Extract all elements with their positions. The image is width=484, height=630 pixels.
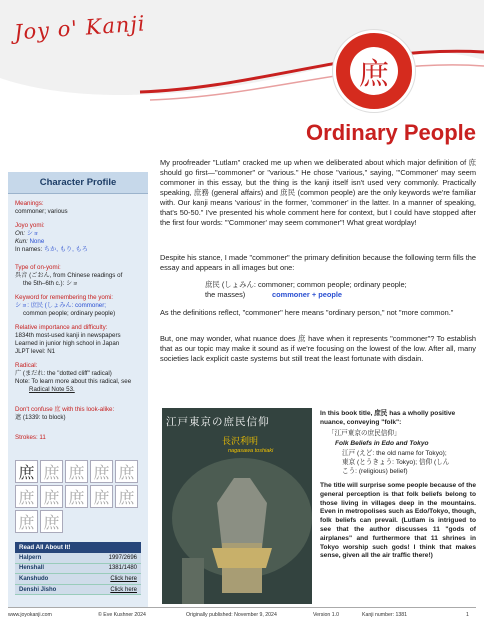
caption-glossary: 江戸 (えど: the old name for Tokyo); 東京 (とうきょう: Tokyo); 信仰 (しんこう: (religious) belief) — [342, 450, 450, 475]
reference-value[interactable]: 1997/2696 — [108, 554, 137, 561]
sidebar-heading: Character Profile — [8, 172, 148, 194]
importance-line-2: Learned in junior high school in Japan — [15, 340, 120, 347]
keyword-label: Keyword for remembering the yomi: — [15, 294, 114, 301]
confuse-value: 遮 (1339: to block) — [15, 414, 66, 421]
type-label: Type of on-yomi: — [15, 264, 61, 271]
names-label: In names: — [15, 246, 43, 253]
stroke-order-cell: 庶 — [115, 485, 138, 508]
stroke-order-cell: 庶 — [40, 510, 63, 533]
on-value: ショ — [26, 230, 39, 237]
names-value: ちか, もり, もろ — [43, 246, 88, 253]
reference-value[interactable]: Click here — [110, 586, 137, 593]
keyword-section — [15, 294, 145, 318]
footer-copyright: © Eve Kushner 2024 — [98, 612, 146, 618]
stroke-order-cell: 庶 — [115, 460, 138, 483]
radical-note-link[interactable]: Radical Note 53. — [29, 386, 75, 393]
book-cover-title: 江戸東京の庶民信仰 — [166, 416, 270, 428]
footer-published: Originally published: November 9, 2024 — [186, 612, 277, 618]
book-cover-author: 長沢利明 — [222, 437, 259, 447]
reference-row[interactable] — [15, 585, 141, 596]
kun-label: Kun: — [15, 238, 28, 245]
page-title: Ordinary People — [306, 120, 476, 145]
caption-japanese-title: 「江戸東京の庶民信仰」 — [328, 430, 401, 437]
term-gloss: commoner + people — [272, 290, 343, 299]
reference-value[interactable]: Click here — [110, 575, 137, 582]
radical-section — [15, 362, 145, 394]
footer-kanji-number: Kanji number: 1381 — [362, 612, 407, 618]
keyword-line-1: ショ: 庶民 (しょみん: commoner; — [15, 302, 106, 309]
importance-line-1: 1834th most-used kanji in newspapers — [15, 332, 121, 339]
page-footer — [8, 610, 476, 622]
kanji-badge-glyph: 庶 — [350, 47, 398, 95]
caption-intro: In this book title, 庶民 has a wholly positive nuance, conveying "folk": — [320, 410, 456, 426]
joyo-section — [15, 222, 145, 254]
stroke-order-cell: 庶 — [15, 460, 38, 483]
character-profile-sidebar — [8, 172, 148, 607]
caption-body: The title will surprise some people because of the general perception is that folk beliefs belong to those living in villages deep in the mountains. Even in metropolises such as Edo/Tokyo, though, folk beliefs can prevail. (Lutlam is intrigued to see that the author discusses 11 "gods of airplanes" and furthermore that 11 shrines in Tokyo worship such gods! I think that makes sense, given all the air traffic there!) — [320, 482, 476, 560]
footer-site[interactable]: www.joyokanji.com — [8, 612, 52, 618]
stroke-order-cell: 庶 — [40, 460, 63, 483]
meanings-label: Meanings: — [15, 200, 44, 207]
references-heading: Read All About It! — [15, 542, 141, 553]
strokes-label: Strokes: 11 — [15, 434, 46, 441]
paragraph-4: But, one may wonder, what nuance does 庶 have when it represents "commoner"? To establish that as our topic may make it sound as if we're focusing on the lowest of the low. After all, many societies lack explicit caste systems but still treat the least fortunate with disdain. — [160, 334, 476, 363]
references-box — [15, 542, 141, 595]
confuse-section — [15, 406, 145, 422]
caption-english-title: Folk Beliefs in Edo and Tokyo — [335, 440, 429, 447]
type-line-1: 呉音 (ごおん, from Chinese readings of — [15, 272, 123, 279]
meanings-value: commoner; various — [15, 208, 68, 215]
stroke-order-cell: 庶 — [15, 485, 38, 508]
stroke-order-cell: 庶 — [15, 510, 38, 533]
importance-section — [15, 324, 145, 356]
reference-name: Denshi Jisho — [19, 586, 57, 593]
type-line-2: the 5th–6th c.): ショ — [23, 280, 79, 287]
stroke-order-cell: 庶 — [65, 485, 88, 508]
stroke-order-cell: 庶 — [90, 485, 113, 508]
reference-name: Henshall — [19, 565, 45, 572]
term-line-1: 庶民 (しょみん: commoner; common people; ordinary people; — [205, 280, 407, 289]
paragraph-1: My proofreader "Lutlam" cracked me up when we deliberated about which major definition of 庶 should go first—"commoner" or "various." He chose "various," saying, "'Commoner' may seem commoner in this essay, but the thing is the kanji itself isn't used very commonly. Practically speaking, 庶務 (general affairs) and 庶民 (common people) are the only keywords we're familiar with. Our kanji means 'various' in the former, 'commoner' in the latter. In a manner of speaking, that's 50-50." I've presented his whole comment here for context, but I could have stopped after the first four words: "'Commoner' may seem commoner"! What great wordplay! — [160, 158, 476, 227]
importance-label: Relative importance and difficulty: — [15, 324, 108, 331]
confuse-label: Don't confuse 庶 with this look-alike: — [15, 406, 115, 413]
footer-rule — [8, 607, 476, 608]
kun-value: None — [29, 238, 45, 245]
kanji-badge — [333, 30, 415, 112]
book-cover-roman: nagasawa toshiaki — [228, 448, 274, 454]
reference-row[interactable] — [15, 553, 141, 564]
stroke-order-cell: 庶 — [40, 485, 63, 508]
type-section — [15, 264, 145, 288]
paragraph-2: Despite his stance, I made "commoner" the primary definition because the following term fills the essay and appears in all images but one: — [160, 253, 476, 272]
footer-version: Version 1.0 — [313, 612, 339, 618]
reference-row[interactable] — [15, 564, 141, 575]
paragraph-3: As the definitions reflect, "commoner" here means "ordinary person," not "more common." — [160, 308, 454, 317]
radical-label: Radical: — [15, 362, 38, 369]
stroke-order-cell: 庶 — [65, 460, 88, 483]
on-label: On: — [15, 230, 25, 237]
book-cover-image — [162, 408, 312, 604]
meanings-section — [15, 200, 145, 216]
site-logo[interactable]: Joy o' Kanji — [13, 11, 147, 45]
term-line-2: the masses) — [205, 290, 246, 299]
radical-line-2: Note: To learn more about this radical, see — [15, 378, 132, 385]
reference-name: Kanshudo — [19, 575, 49, 582]
stroke-order-cell: 庶 — [90, 460, 113, 483]
importance-line-3: JLPT level: N1 — [15, 348, 56, 355]
reference-value[interactable]: 1381/1480 — [108, 565, 137, 572]
footer-page-number: 1 — [466, 612, 469, 618]
reference-name: Halpern — [19, 554, 42, 561]
joyo-label: Joyo yomi: — [15, 222, 45, 229]
reference-row[interactable] — [15, 574, 141, 585]
keyword-line-2: common people; ordinary people) — [23, 310, 116, 317]
radical-line-1: 广 (まだれ: the "dotted cliff" radical) — [15, 370, 112, 377]
